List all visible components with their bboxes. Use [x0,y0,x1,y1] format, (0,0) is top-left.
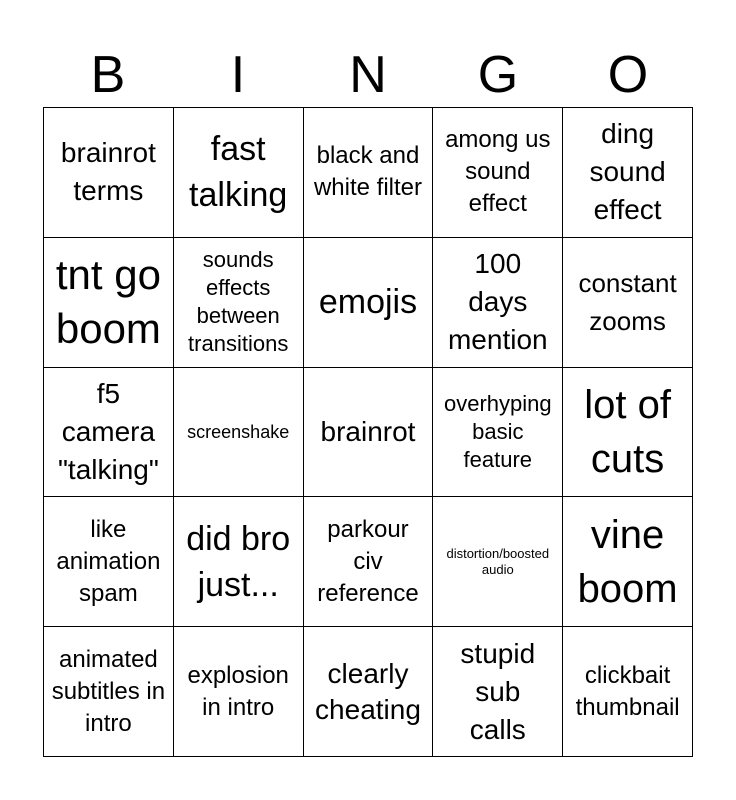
bingo-cell[interactable] [44,497,174,627]
bingo-cell-text: clearly cheating [315,657,421,725]
bingo-cell[interactable] [304,627,434,757]
bingo-cell[interactable] [563,627,693,757]
bingo-cell[interactable] [304,108,434,238]
header-letter-b: B [90,46,126,104]
bingo-cell-text: ding sound effect [589,118,666,226]
bingo-cell-text: animated subtitles in intro [51,645,166,737]
header-letter-g: G [477,46,519,104]
bingo-cell[interactable] [174,627,304,757]
bingo-cell-text: stupid sub calls [460,637,536,745]
header-letter-n: N [349,46,387,104]
bingo-cell[interactable] [44,627,174,757]
bingo-cell-text: f5 camera "talking" [57,377,159,485]
bingo-cell-text: black and white filter [313,142,423,202]
bingo-cell-text: fast talking [189,130,288,215]
header-letter-i: I [230,46,246,104]
bingo-cell[interactable] [433,108,563,238]
bingo-cell[interactable] [433,497,563,627]
bingo-cell-text: did bro just... [186,519,291,604]
bingo-cell-text: clickbait thumbnail [575,661,680,721]
bingo-cell-text: 100 days mention [447,248,548,356]
bingo-cell-text: parkour civ reference [317,515,419,607]
bingo-cell[interactable] [563,497,693,627]
bingo-cell[interactable] [174,368,304,498]
bingo-cell[interactable] [174,497,304,627]
bingo-cell-text: brainrot terms [60,137,156,207]
bingo-cell-text: brainrot [320,415,416,447]
bingo-cell-text: screenshake [187,421,290,442]
bingo-header [43,44,693,106]
bingo-cell-text: lot of cuts [584,382,671,481]
bingo-cell-text: explosion in intro [187,661,289,721]
bingo-cell[interactable] [563,108,693,238]
bingo-board [43,107,693,757]
bingo-cell[interactable] [174,108,304,238]
bingo-cell[interactable] [44,238,174,368]
bingo-cell[interactable] [174,238,304,368]
bingo-cell-text: sounds effects between transitions [188,247,289,357]
header-letter-o: O [607,46,649,104]
bingo-cell-text: overhyping basic feature [443,390,552,472]
bingo-cell[interactable] [304,238,434,368]
bingo-cell-text: like animation spam [56,515,161,607]
bingo-cell[interactable] [44,108,174,238]
bingo-cell[interactable] [304,497,434,627]
bingo-cell[interactable] [563,368,693,498]
bingo-cell-text: emojis [318,283,418,322]
bingo-cell-text: constant zooms [578,268,677,337]
bingo-cell[interactable] [563,238,693,368]
bingo-cell-text: among us sound effect [445,126,551,218]
bingo-cell[interactable] [433,627,563,757]
bingo-cell-text: tnt go boom [55,251,161,353]
bingo-cell-text: vine boom [577,512,678,611]
bingo-cell[interactable] [433,368,563,498]
bingo-cell[interactable] [304,368,434,498]
bingo-cell[interactable] [433,238,563,368]
bingo-cell[interactable] [44,368,174,498]
bingo-cell-text: distortion/boosted audio [446,545,550,577]
